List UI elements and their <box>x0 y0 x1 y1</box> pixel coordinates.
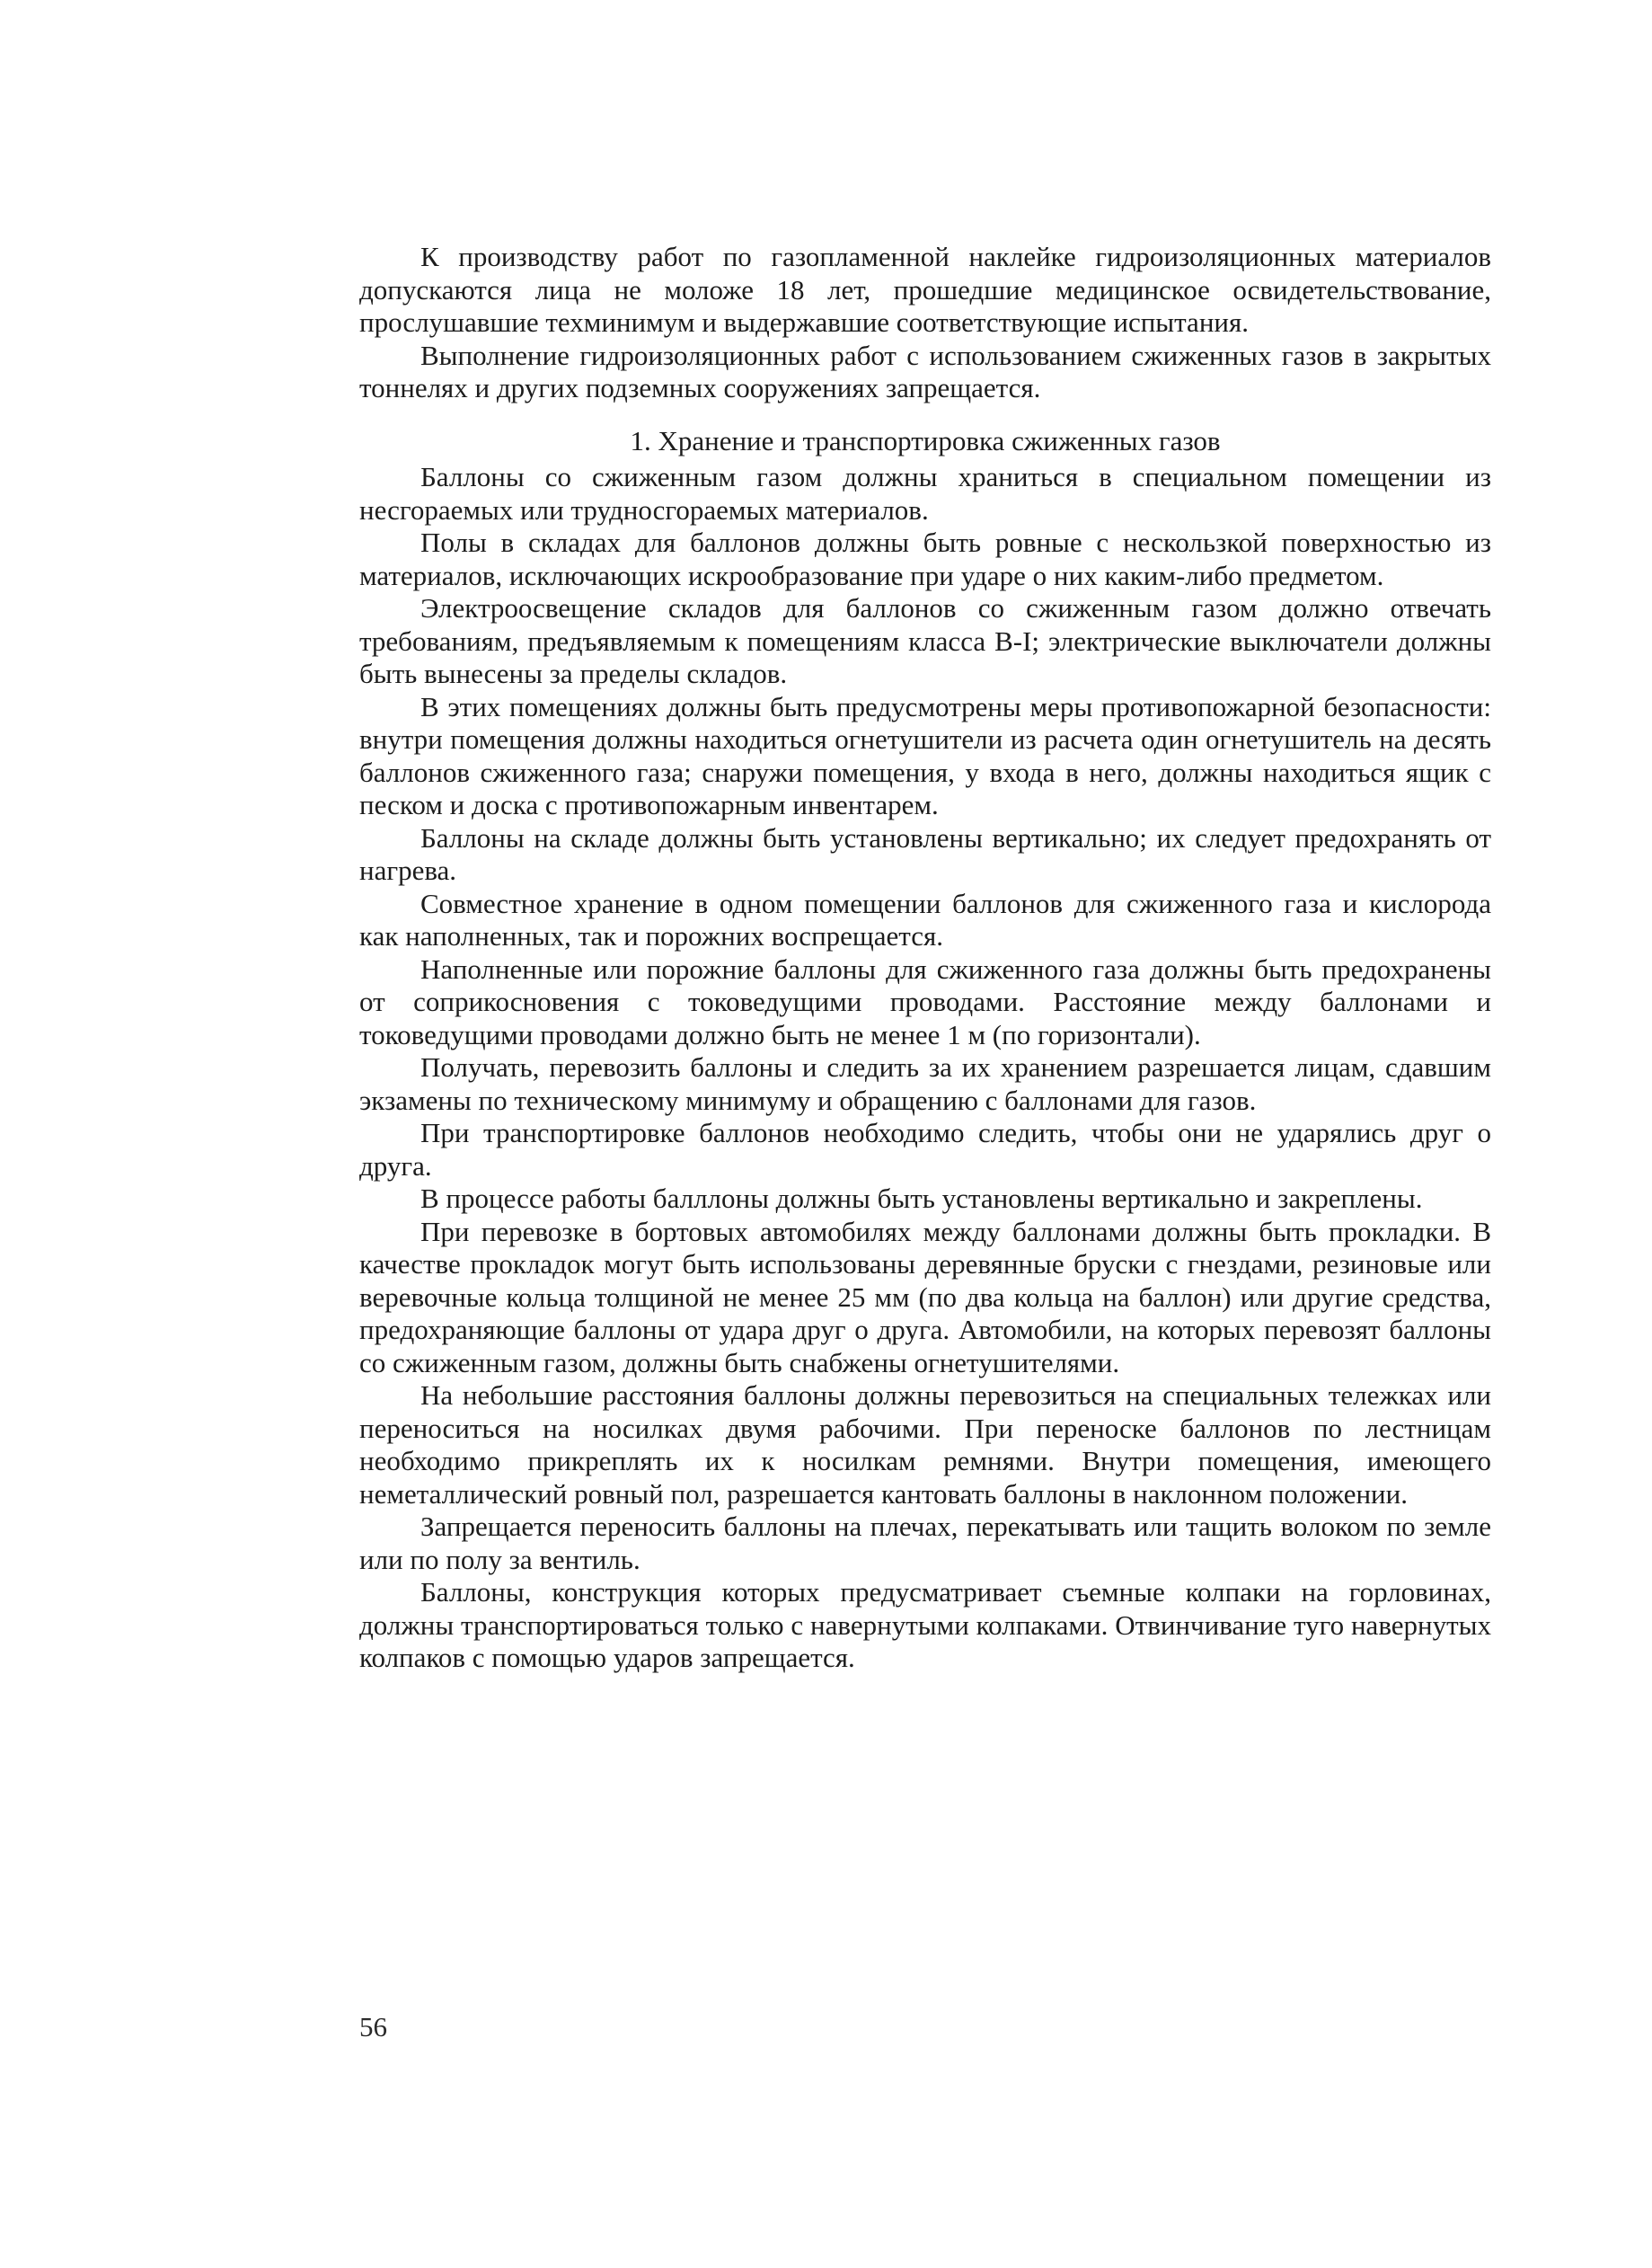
paragraph-short-distance: На небольшие расстояния баллоны должны перевозиться на специальных тележках или переноситься на носилках двумя рабочими. При переноске баллонов по лестницам необходимо прикреплять их к носилкам ремнями. Внутри помещения, имеющего неметаллический ровный пол, разрешается кантовать баллоны в наклонном положении. <box>359 1379 1491 1510</box>
paragraph-transport-impact: При транспортировке баллонов необходимо следить, чтобы они не ударялись друг о друга. <box>359 1117 1491 1182</box>
body-text <box>359 241 1491 1675</box>
paragraph-tunnel-prohibition: Выполнение гидроизоляционных работ с использованием сжиженных газов в закрытых тоннелях и других подземных сооружениях запрещается. <box>359 339 1491 403</box>
paragraph-floors: Полы в складах для баллонов должны быть ровные с нескользкой поверхностью из материалов, исключающих искрообразование при ударе о них каким-либо предметом. <box>359 527 1491 591</box>
paragraph-admission: К производству работ по газопламенной наклейке гидроизоляционных материалов допускаются лица не моложе 18 лет, прошедшие медицинское освидетельствование, прослушавшие техминимум и выдержавшие соответствующие испытания. <box>359 241 1491 338</box>
paragraph-vertical-storage: Баллоны на складе должны быть установлены вертикально; их следует предохранять от нагрева. <box>359 821 1491 886</box>
paragraph-work-position: В процессе работы балллоны должны быть установлены вертикально и закреплены. <box>420 1183 1423 1214</box>
paragraph-authorized-persons: Получать, перевозить баллоны и следить за их хранением разрешается лицам, сдавшим экзамены по техническому минимуму и обращению с баллонами для газов. <box>359 1051 1491 1116</box>
paragraph-wire-distance: Наполненные или порожние баллоны для сжиженного газа должны быть предохранены от соприкосновения с токоведущими проводами. Расстояние между баллонами и токоведущими проводами должно быть не менее 1 м (по горизонтали). <box>359 952 1491 1050</box>
paragraph-caps: Баллоны, конструкция которых предусматривает съемные колпаки на горловинах, должны транспортироваться только с навернутыми колпаками. Отвинчивание туго навернутых колпаков с помощью ударов запрещается. <box>359 1576 1491 1673</box>
paragraph-lighting: Электроосвещение складов для баллонов со сжиженным газом должно отвечать требованиям, предъявляемым к помещениям класса В-I; электрические выключатели должны быть вынесены за пределы складов. <box>359 592 1491 689</box>
section-title: 1. Хранение и транспортировка сжиженных газов <box>630 424 1221 456</box>
paragraph-carry-prohibition: Запрещается переносить баллоны на плечах, перекатывать или тащить волоком по земле или по полу за вентиль. <box>359 1511 1491 1575</box>
paragraph-storage-room: Баллоны со сжиженным газом должны храниться в специальном помещении из несгораемых или трудносгораемых материалов. <box>359 461 1491 526</box>
paragraph-truck-transport: При перевозке в бортовых автомобилях между баллонами должны быть прокладки. В качестве прокладок могут быть использованы деревянные бруски с гнездами, резиновые или веревочные кольца толщиной не менее 25 мм (по два кольца на баллон) или другие средства, предохраняющие баллоны от удара друг о друга. Автомобили, на которых перевозят баллоны со сжиженным газом, должны быть снабжены огнетушителями. <box>359 1215 1491 1378</box>
paragraph-fire-safety: В этих помещениях должны быть предусмотрены меры противопожарной безопасности: внутри помещения должны находиться огнетушители из расчета один огнетушитель на десять баллонов сжиженного газа; снаружи помещения, у входа в него, должны находиться ящик с песком и доска с противопожарным инвентарем. <box>359 690 1491 820</box>
page-number: 56 <box>359 2011 387 2042</box>
paragraph-joint-storage: Совместное хранение в одном помещении баллонов для сжиженного газа и кислорода как наполненных, так и порожних воспрещается. <box>359 887 1491 952</box>
